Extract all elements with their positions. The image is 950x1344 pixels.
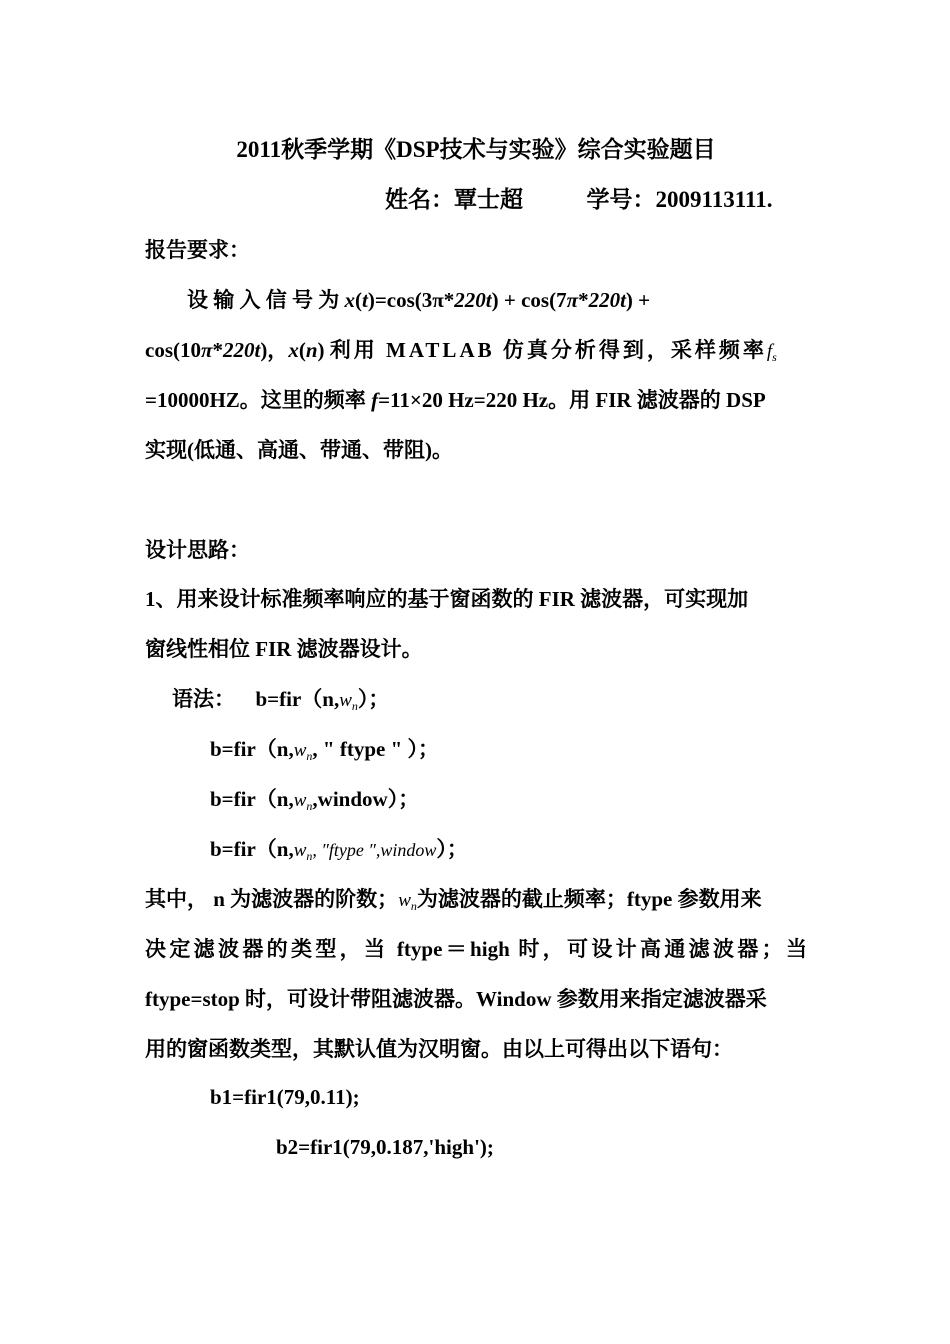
report-line-4: 实现(低通、高通、带通、带阻)。 — [145, 438, 453, 462]
design-paragraph-line-1: 1、用来设计标准频率响应的基于窗函数的 FIR 滤波器，可实现加 — [145, 587, 749, 611]
name-label: 姓名： — [385, 187, 454, 212]
design-paragraph-line-2: 窗线性相位 FIR 滤波器设计。 — [145, 637, 423, 661]
syntax-line-1: 语法： $b=fir(n,w_n)$； — [172, 687, 390, 713]
id-label: 学号： — [586, 187, 656, 212]
code-line-2: b2=fir1(79,0.187,'high'); — [276, 1135, 494, 1159]
document-title: 2011秋季学期《DSP技术与实验》综合实验题目 — [236, 137, 716, 162]
syntax-label: 语法： — [172, 687, 235, 711]
code-line-1: b1=fir1(79,0.11); — [210, 1085, 360, 1109]
description-line-2: 决定滤波器的类型，当 ftype＝high 时，可设计高通滤波器；当 — [145, 937, 807, 961]
syntax-line-4: $b=fir(n,w_n$, ″ftype ″,window）； — [210, 837, 468, 863]
report-heading: 报告要求： — [145, 238, 250, 262]
description-line-1: 其中， n 为滤波器的阶数；$w_n$为滤波器的截止频率；ftype 参数用来 — [145, 887, 762, 913]
syntax-line-3: $b=fir(n,w_n,window)$； — [210, 787, 420, 813]
syntax-line-2: $b=fir(n,w_n$, " ftype " ）； — [210, 737, 439, 763]
report-line-1: 设 输 入 信 号 为 x(t)=cos(3π*220t) + cos(7π*220t) + — [187, 288, 651, 312]
design-heading: 设计思路： — [145, 538, 250, 562]
author-line — [385, 185, 807, 215]
report-line-2: cos(10π*220t)，x(n) 利用 MATLAB 仿真分析得到，采样频率$f_s$ — [145, 338, 777, 364]
description-line-3: ftype=stop 时，可设计带阻滤波器。Window 参数用来指定滤波器采 — [145, 987, 767, 1011]
report-line-3: =10000HZ。这里的频率 f=11×20 Hz=220 Hz。用 FIR 滤波器的 DSP — [145, 388, 766, 412]
author-name: 覃士超 — [454, 187, 523, 212]
student-id: 2009113111. — [655, 187, 773, 212]
description-line-4: 用的窗函数类型，其默认值为汉明窗。由以上可得出以下语句： — [145, 1037, 733, 1061]
